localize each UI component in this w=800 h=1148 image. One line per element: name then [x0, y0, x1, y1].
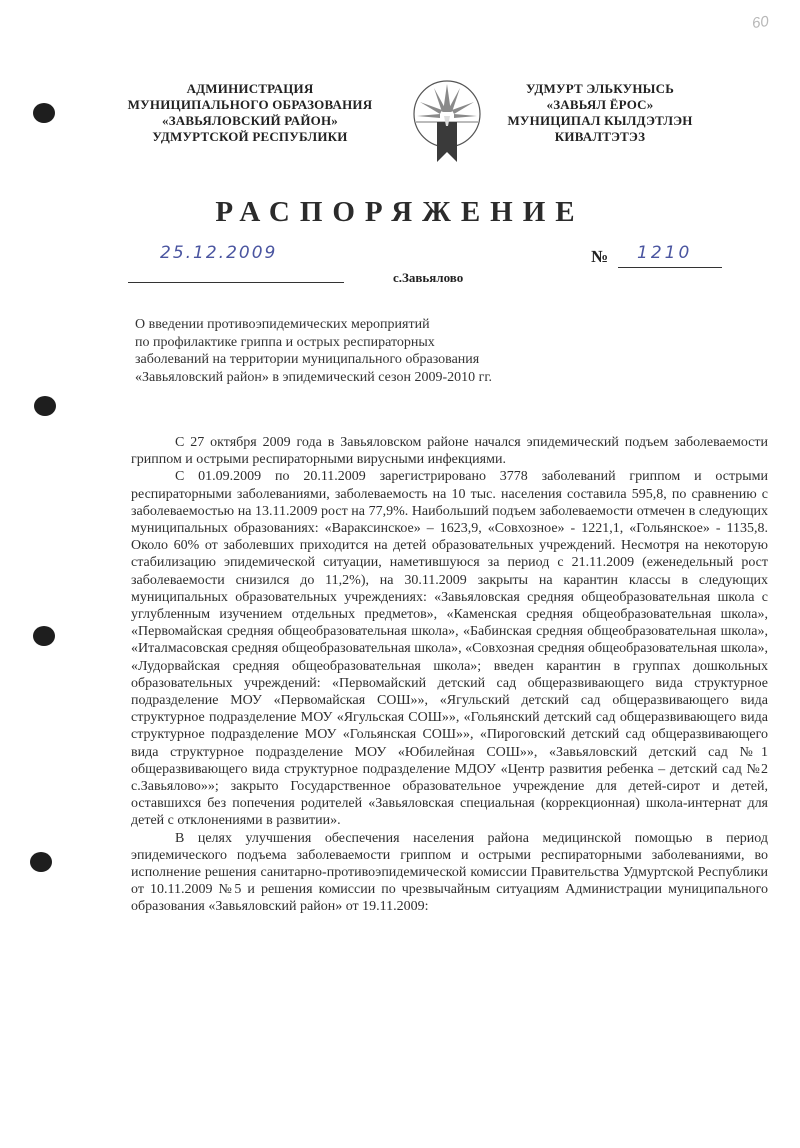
document-date: 25.12.2009 [160, 243, 278, 263]
subject-line: О введении противоэпидемических мероприятий [135, 317, 430, 332]
punch-hole [33, 103, 55, 123]
body-paragraph: В целях улучшения обеспечения населения района медицинской помощью в период эпидемического подъема заболеваемости гриппом и острыми респираторными заболеваниями, во исполнение решения санитарно-противоэпидемической комиссии Правительства Удмуртской Республики от 10.11.2009 №5 и решения комиссии по чрезвычайным ситуациям Администрации муниципального образования «Завьяловский район» от 19.11.2009: [131, 830, 768, 915]
document-title: РАСПОРЯЖЕНИЕ [215, 196, 585, 228]
header-right-line: УДМУРТ ЭЛЬКУНЫСЬ [525, 81, 675, 96]
number-underline [618, 267, 722, 268]
header-left-line: АДМИНИСТРАЦИЯ [186, 81, 314, 96]
punch-hole [34, 396, 56, 416]
page-number-mark: 60 [750, 12, 770, 33]
punch-hole [33, 626, 55, 646]
document-body [131, 434, 768, 916]
header-right-block [500, 81, 700, 145]
date-underline [128, 262, 344, 283]
header-left-line: УДМУРТСКОЙ РЕСПУБЛИКИ [152, 129, 348, 144]
header-right-line: «ЗАВЬЯЛ ЁРОС» [546, 97, 654, 112]
body-paragraph: С 27 октября 2009 года в Завьяловском районе начался эпидемический подъем заболеваемости гриппом и острыми респираторными вирусными инфекциями. [131, 435, 768, 468]
emblem-icon [412, 78, 482, 164]
header-left-block [110, 81, 390, 145]
punch-hole [30, 852, 52, 872]
subject-line: «Завьяловский район» в эпидемический сезон 2009-2010 гг. [135, 369, 493, 385]
body-paragraph: С 01.09.2009 по 20.11.2009 зарегистрировано 3778 заболеваний гриппом и острыми респираторными заболеваниями, заболеваемость на 10 тыс. населения составила 595,8, по сравнению с заболеваемостью на 13.11.2009 рост на 77,9%. Наибольший подъем заболеваемости отмечен в следующих муниципальных образованиях: «Вараксинское» – 1623,9, «Совхозное» - 1221,1, «Гольянское» - 1135,8. Около 60% от заболевших приходится на детей образовательных учреждений. Несмотря на некоторую стабилизацию эпидемической ситуации, наметившуюся за период с 21.11.2009 (еженедельный рост заболеваемости снизился до 11,2%), на 30.11.2009 закрыты на карантин классы в следующих муниципальных образовательных учреждениях: «Завьяловская средняя общеобразовательная школа с углубленным изучением отдельных предметов», «Каменская средняя общеобразовательная школа», «Первомайская средняя общеобразовательная школа», «Бабинская средняя общеобразовательная школа», «Италмасовская средняя общеобразовательная школа», «Совхозная средняя общеобразовательная школа», «Лудорвайская средняя общеобразовательная школа»; введен карантин в группах дошкольных образовательных учреждений: «Первомайский детский сад общеразвивающего вида структурное подразделение МОУ «Первомайская СОШ»», «Ягульский детский сад общеразвивающего вида структурное подразделение МОУ «Ягульская СОШ»», «Гольянский детский сад общеразвивающего вида структурное подразделение МОУ «Гольянская СОШ»», «Пироговский детский сад общеразвивающего вида структурное подразделение МОУ «Юбилейная СОШ»», «Завьяловский детский сад №1 общеразвивающего вида структурное подразделение МДОУ «Центр развития ребенка – детский сад №2 с.Завьялово»»; закрыто Государственное образовательное учреждение для детей-сирот и детей, оставшихся без попечения родителей «Завьяловская специальная (коррекционная) школа-интернат для детей с отклонениями в развитии». [131, 469, 768, 829]
number-sign: № [591, 247, 609, 266]
header-right-line: МУНИЦИПАЛ КЫЛДЭТЛЭН [507, 113, 693, 128]
document-subject [135, 316, 492, 386]
header-left-line: МУНИЦИПАЛЬНОГО ОБРАЗОВАНИЯ [127, 97, 373, 112]
subject-line: по профилактике гриппа и острых респираторных [135, 334, 435, 350]
document-number: 1210 [637, 243, 693, 263]
document-place: с.Завьялово [393, 270, 464, 285]
header-left-line: «ЗАВЬЯЛОВСКИЙ РАЙОН» [162, 113, 338, 128]
subject-line: заболеваний на территории муниципального образования [135, 352, 480, 367]
header-right-line: КИВАЛТЭТЭЗ [554, 129, 646, 144]
